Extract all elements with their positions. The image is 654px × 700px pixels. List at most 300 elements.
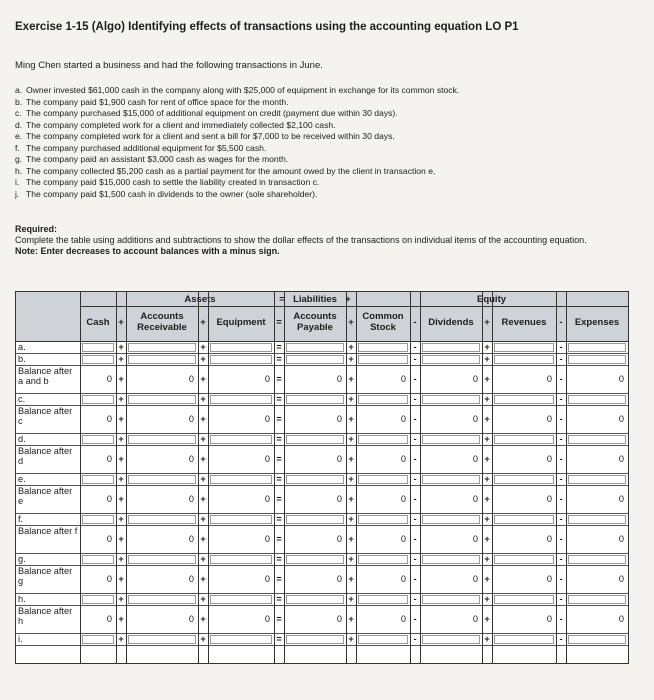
revenues-input[interactable] — [494, 407, 554, 432]
equipment-input[interactable] — [210, 395, 272, 404]
balance-value: 0 — [546, 534, 552, 544]
accounts-payable-input[interactable] — [286, 567, 344, 592]
balance-value: 0 — [618, 534, 624, 544]
table-body — [16, 341, 628, 664]
accounts-payable-input[interactable] — [286, 407, 344, 432]
transaction-row — [16, 594, 628, 606]
row-label: b. — [18, 354, 26, 364]
operator-sign: - — [413, 494, 417, 504]
transaction-item: f. The company purchased additional equipment for $5,500 cash. — [15, 142, 267, 153]
operator-sign: + — [484, 634, 490, 644]
dividends-input[interactable] — [422, 487, 480, 512]
equipment-input[interactable] — [210, 447, 272, 472]
dividends-input[interactable] — [422, 515, 480, 524]
revenues-input[interactable] — [494, 447, 554, 472]
balance-value: 0 — [264, 534, 270, 544]
operator-sign: + — [348, 434, 354, 444]
balance-value: 0 — [106, 374, 112, 384]
revenues-input[interactable] — [494, 395, 554, 404]
operator-sign: + — [118, 634, 124, 644]
accounts-payable-input[interactable] — [286, 555, 344, 564]
expenses-input[interactable] — [568, 515, 626, 524]
revenues-input[interactable] — [494, 475, 554, 484]
expenses-input[interactable] — [568, 595, 626, 604]
operator-sign: + — [484, 534, 490, 544]
transaction-item: c. The company purchased $15,000 of additional equipment on credit (payment due within 30 days). — [15, 108, 398, 118]
balance-value: 0 — [618, 574, 624, 584]
balance-value: 0 — [546, 374, 552, 384]
operator-sign: + — [200, 354, 206, 364]
equipment-input[interactable] — [210, 555, 272, 564]
group-liabilities: Liabilities — [293, 294, 337, 305]
operator-sign: - — [413, 614, 417, 624]
row-label: h. — [18, 594, 26, 604]
operator-sign: - — [559, 354, 563, 364]
balance-value: 0 — [618, 454, 624, 464]
grid-line — [80, 292, 81, 663]
dividends-input[interactable] — [422, 607, 480, 632]
transaction-row — [16, 554, 628, 566]
operator-sign: - — [413, 514, 417, 524]
operator-sign: - — [559, 534, 563, 544]
accounts-receivable-input[interactable] — [128, 407, 196, 432]
dividends-input[interactable] — [422, 407, 480, 432]
transaction-row — [16, 514, 628, 526]
operator-sign: + — [348, 634, 354, 644]
operator-sign: = — [276, 614, 282, 624]
equipment-input[interactable] — [210, 595, 272, 604]
operator-sign: + — [200, 474, 206, 484]
balance-value: 0 — [336, 574, 342, 584]
dividends-input[interactable] — [422, 447, 480, 472]
accounts-receivable-input[interactable] — [128, 515, 196, 524]
common-stock-input[interactable] — [358, 435, 408, 444]
operator-sign: + — [200, 614, 206, 624]
equipment-input[interactable] — [210, 527, 272, 552]
accounts-receivable-input[interactable] — [128, 527, 196, 552]
cash-input[interactable] — [82, 355, 114, 364]
operator-sign: + — [118, 454, 124, 464]
operator-sign: - — [413, 554, 417, 564]
operator-sign: + — [200, 434, 206, 444]
balance-row — [16, 486, 628, 514]
balance-value: 0 — [188, 494, 194, 504]
col-op-plus: + — [484, 317, 490, 328]
operator-sign: = — [276, 554, 282, 564]
balance-value: 0 — [546, 414, 552, 424]
revenues-input[interactable] — [494, 367, 554, 392]
dividends-input[interactable] — [422, 343, 480, 352]
col-revenues: Revenues — [501, 317, 547, 328]
revenues-input[interactable] — [494, 515, 554, 524]
accounts-receivable-input[interactable] — [128, 475, 196, 484]
balance-value: 0 — [264, 494, 270, 504]
cash-input[interactable] — [82, 635, 114, 644]
grid-line — [482, 292, 483, 663]
group-assets: Assets — [184, 294, 216, 305]
equipment-input[interactable] — [210, 635, 272, 644]
operator-sign: + — [348, 394, 354, 404]
col-accounts-receivable: Accounts Receivable — [137, 311, 187, 333]
operator-sign: - — [559, 414, 563, 424]
revenues-input[interactable] — [494, 567, 554, 592]
dividends-input[interactable] — [422, 395, 480, 404]
balance-value: 0 — [264, 454, 270, 464]
expenses-input[interactable] — [568, 395, 626, 404]
operator-sign: + — [348, 374, 354, 384]
operator-sign: + — [484, 554, 490, 564]
operator-sign: - — [559, 474, 563, 484]
cash-input[interactable] — [82, 515, 114, 524]
operator-sign: + — [348, 574, 354, 584]
operator-sign: + — [200, 634, 206, 644]
operator-sign: + — [348, 354, 354, 364]
operator-sign: + — [200, 342, 206, 352]
balance-value: 0 — [618, 494, 624, 504]
equipment-input[interactable] — [210, 435, 272, 444]
row-label: i. — [18, 634, 23, 644]
balance-value: 0 — [546, 614, 552, 624]
operator-sign: + — [200, 414, 206, 424]
operator-sign: - — [559, 454, 563, 464]
accounts-receivable-input[interactable] — [128, 635, 196, 644]
operator-sign: + — [118, 614, 124, 624]
equipment-input[interactable] — [210, 367, 272, 392]
required-heading: Required: — [15, 224, 58, 234]
balance-value: 0 — [336, 494, 342, 504]
balance-value: 0 — [400, 534, 406, 544]
balance-value: 0 — [336, 414, 342, 424]
accounts-payable-input[interactable] — [286, 515, 344, 524]
operator-sign: - — [559, 614, 563, 624]
operator-sign: = — [276, 414, 282, 424]
equipment-input[interactable] — [210, 407, 272, 432]
dividends-input[interactable] — [422, 355, 480, 364]
expenses-input[interactable] — [568, 635, 626, 644]
balance-value: 0 — [264, 574, 270, 584]
operator-sign: + — [200, 554, 206, 564]
accounts-receivable-input[interactable] — [128, 567, 196, 592]
operator-sign: + — [118, 354, 124, 364]
operator-sign: + — [348, 554, 354, 564]
accounts-receivable-input[interactable] — [128, 395, 196, 404]
row-label: e. — [18, 474, 26, 484]
operator-sign: + — [200, 534, 206, 544]
operator-sign: - — [559, 494, 563, 504]
grid-line — [116, 292, 117, 663]
transaction-list — [15, 85, 459, 200]
revenues-input[interactable] — [494, 343, 554, 352]
common-stock-input[interactable] — [358, 635, 408, 644]
grid-line — [208, 292, 209, 663]
dividends-input[interactable] — [422, 555, 480, 564]
balance-value: 0 — [618, 374, 624, 384]
balance-value: 0 — [400, 574, 406, 584]
operator-sign: - — [559, 554, 563, 564]
operator-sign: + — [348, 594, 354, 604]
common-stock-input[interactable] — [358, 515, 408, 524]
balance-value: 0 — [472, 614, 478, 624]
transaction-item: e. The company completed work for a client and sent a bill for $7,000 to be received within 30 days. — [15, 131, 395, 141]
accounts-receivable-input[interactable] — [128, 595, 196, 604]
col-op-plus: + — [118, 317, 124, 328]
operator-sign: + — [348, 534, 354, 544]
expenses-input[interactable] — [568, 555, 626, 564]
transaction-row — [16, 434, 628, 446]
balance-value: 0 — [336, 534, 342, 544]
common-stock-input[interactable] — [358, 395, 408, 404]
col-op-equals: = — [276, 317, 282, 328]
operator-sign: = — [276, 454, 282, 464]
operator-sign: - — [559, 342, 563, 352]
expenses-input[interactable] — [568, 475, 626, 484]
col-op-plus: + — [348, 317, 354, 328]
balance-value: 0 — [188, 614, 194, 624]
col-equipment: Equipment — [216, 317, 266, 328]
revenues-input[interactable] — [494, 595, 554, 604]
col-common-stock: Common Stock — [362, 311, 404, 333]
common-stock-input[interactable] — [358, 343, 408, 352]
balance-value: 0 — [106, 574, 112, 584]
operator-sign: + — [484, 494, 490, 504]
operator-sign: + — [484, 614, 490, 624]
accounts-payable-input[interactable] — [286, 487, 344, 512]
revenues-input[interactable] — [494, 527, 554, 552]
operator-sign: - — [413, 634, 417, 644]
cash-input[interactable] — [82, 395, 114, 404]
operator-sign: + — [118, 342, 124, 352]
revenues-input[interactable] — [494, 355, 554, 364]
accounts-payable-input[interactable] — [286, 635, 344, 644]
operator-sign: - — [413, 594, 417, 604]
transaction-row — [16, 474, 628, 486]
dividends-input[interactable] — [422, 435, 480, 444]
revenues-input[interactable] — [494, 435, 554, 444]
balance-value: 0 — [618, 414, 624, 424]
row-label: c. — [18, 394, 26, 404]
expenses-input[interactable] — [568, 407, 626, 432]
balance-value: 0 — [472, 454, 478, 464]
row-label: Balance after h — [18, 606, 73, 626]
balance-value: 0 — [188, 374, 194, 384]
expenses-input[interactable] — [568, 567, 626, 592]
balance-value: 0 — [400, 614, 406, 624]
equipment-input[interactable] — [210, 355, 272, 364]
grid-line — [356, 292, 357, 663]
balance-value: 0 — [472, 534, 478, 544]
expenses-input[interactable] — [568, 607, 626, 632]
operator-sign: + — [484, 354, 490, 364]
equipment-input[interactable] — [210, 487, 272, 512]
cash-input[interactable] — [82, 595, 114, 604]
accounts-receivable-input[interactable] — [128, 343, 196, 352]
operator-sign: + — [484, 474, 490, 484]
balance-value: 0 — [106, 614, 112, 624]
balance-value: 0 — [188, 454, 194, 464]
transaction-item: j. The company paid $1,500 cash in dividends to the owner (sole shareholder). — [15, 188, 318, 199]
operator-sign: = — [276, 494, 282, 504]
accounts-payable-input[interactable] — [286, 475, 344, 484]
accounts-payable-input[interactable] — [286, 527, 344, 552]
operator-sign: + — [118, 414, 124, 424]
revenues-input[interactable] — [494, 555, 554, 564]
operator-sign: + — [200, 574, 206, 584]
balance-value: 0 — [264, 374, 270, 384]
revenues-input[interactable] — [494, 487, 554, 512]
cash-input[interactable] — [82, 435, 114, 444]
accounts-payable-input[interactable] — [286, 447, 344, 472]
cash-input[interactable] — [82, 343, 114, 352]
operator-sign: = — [276, 394, 282, 404]
common-stock-input[interactable] — [358, 355, 408, 364]
col-cash: Cash — [86, 317, 110, 328]
expenses-input[interactable] — [568, 487, 626, 512]
transaction-item: i. The company paid $15,000 cash to settle the liability created in transaction c. — [15, 177, 320, 187]
grid-line — [346, 292, 347, 663]
row-label: f. — [18, 514, 24, 524]
equipment-input[interactable] — [210, 567, 272, 592]
grid-line — [556, 292, 557, 663]
operator-sign: - — [559, 574, 563, 584]
balance-value: 0 — [400, 454, 406, 464]
accounts-receivable-input[interactable] — [128, 555, 196, 564]
operator-sign: + — [484, 454, 490, 464]
balance-value: 0 — [472, 374, 478, 384]
balance-value: 0 — [188, 534, 194, 544]
exercise-title: Exercise 1-15 (Algo) Identifying effects of transactions using the accounting equation LO P1 — [15, 21, 519, 33]
operator-sign: + — [484, 374, 490, 384]
operator-sign: + — [348, 614, 354, 624]
equipment-input[interactable] — [210, 607, 272, 632]
transaction-row — [16, 634, 628, 646]
operator-sign: = — [276, 534, 282, 544]
operator-sign: - — [413, 474, 417, 484]
balance-value: 0 — [264, 614, 270, 624]
operator-sign: = — [276, 342, 282, 352]
accounts-payable-input[interactable] — [286, 435, 344, 444]
balance-value: 0 — [546, 454, 552, 464]
operator-sign: - — [413, 534, 417, 544]
balance-value: 0 — [400, 414, 406, 424]
operator-sign: + — [484, 594, 490, 604]
operator-sign: - — [559, 594, 563, 604]
col-op-minus: - — [559, 317, 563, 328]
grid-line — [284, 292, 285, 663]
balance-row — [16, 446, 628, 474]
balance-value: 0 — [106, 494, 112, 504]
accounts-payable-input[interactable] — [286, 355, 344, 364]
operator-sign: - — [413, 342, 417, 352]
revenues-input[interactable] — [494, 607, 554, 632]
expenses-input[interactable] — [568, 343, 626, 352]
operator-sign: = — [276, 474, 282, 484]
operator-sign: - — [559, 394, 563, 404]
operator-sign: + — [348, 342, 354, 352]
expenses-input[interactable] — [568, 367, 626, 392]
accounting-equation-table — [15, 291, 629, 664]
accounts-payable-input[interactable] — [286, 367, 344, 392]
dividends-input[interactable] — [422, 475, 480, 484]
accounts-receivable-input[interactable] — [128, 367, 196, 392]
accounts-receivable-input[interactable] — [128, 447, 196, 472]
group-equals: = — [279, 294, 285, 305]
col-accounts-payable: Accounts Payable — [293, 311, 337, 333]
operator-sign: + — [118, 474, 124, 484]
operator-sign: + — [200, 494, 206, 504]
row-label: Balance after c — [18, 406, 73, 426]
accounts-payable-input[interactable] — [286, 343, 344, 352]
balance-value: 0 — [106, 414, 112, 424]
group-plus: + — [345, 294, 351, 305]
expenses-input[interactable] — [568, 527, 626, 552]
operator-sign: + — [484, 342, 490, 352]
common-stock-input[interactable] — [358, 475, 408, 484]
grid-line — [566, 292, 567, 663]
row-label: Balance after d — [18, 446, 73, 466]
dividends-input[interactable] — [422, 635, 480, 644]
grid-line — [274, 292, 275, 663]
operator-sign: + — [118, 574, 124, 584]
operator-sign: - — [559, 514, 563, 524]
equipment-input[interactable] — [210, 475, 272, 484]
equipment-input[interactable] — [210, 343, 272, 352]
operator-sign: + — [200, 594, 206, 604]
common-stock-input[interactable] — [358, 555, 408, 564]
operator-sign: + — [484, 434, 490, 444]
equipment-input[interactable] — [210, 515, 272, 524]
operator-sign: + — [484, 414, 490, 424]
balance-value: 0 — [106, 454, 112, 464]
expenses-input[interactable] — [568, 355, 626, 364]
group-equity: Equity — [476, 294, 507, 305]
accounts-payable-input[interactable] — [286, 395, 344, 404]
cash-input[interactable] — [82, 475, 114, 484]
balance-value: 0 — [546, 494, 552, 504]
operator-sign: - — [413, 574, 417, 584]
transaction-row — [16, 354, 628, 366]
accounts-receivable-input[interactable] — [128, 487, 196, 512]
dividends-input[interactable] — [422, 367, 480, 392]
dividends-input[interactable] — [422, 567, 480, 592]
revenues-input[interactable] — [494, 635, 554, 644]
accounts-payable-input[interactable] — [286, 607, 344, 632]
expenses-input[interactable] — [568, 447, 626, 472]
accounts-receivable-input[interactable] — [128, 435, 196, 444]
operator-sign: + — [484, 394, 490, 404]
accounts-payable-input[interactable] — [286, 595, 344, 604]
operator-sign: = — [276, 374, 282, 384]
expenses-input[interactable] — [568, 435, 626, 444]
required-text: Complete the table using additions and subtractions to show the dollar effects of the transactions on individual items of the accounting equation. — [15, 235, 587, 245]
grid-line — [126, 292, 127, 663]
operator-sign: + — [484, 574, 490, 584]
balance-value: 0 — [336, 454, 342, 464]
operator-sign: - — [413, 454, 417, 464]
grid-line — [198, 292, 199, 663]
cash-input[interactable] — [82, 555, 114, 564]
operator-sign: - — [413, 354, 417, 364]
operator-sign: - — [559, 634, 563, 644]
accounts-receivable-input[interactable] — [128, 607, 196, 632]
accounts-receivable-input[interactable] — [128, 355, 196, 364]
common-stock-input[interactable] — [358, 595, 408, 604]
operator-sign: + — [118, 394, 124, 404]
balance-value: 0 — [472, 414, 478, 424]
dividends-input[interactable] — [422, 595, 480, 604]
col-dividends: Dividends — [428, 317, 474, 328]
dividends-input[interactable] — [422, 527, 480, 552]
balance-value: 0 — [472, 574, 478, 584]
